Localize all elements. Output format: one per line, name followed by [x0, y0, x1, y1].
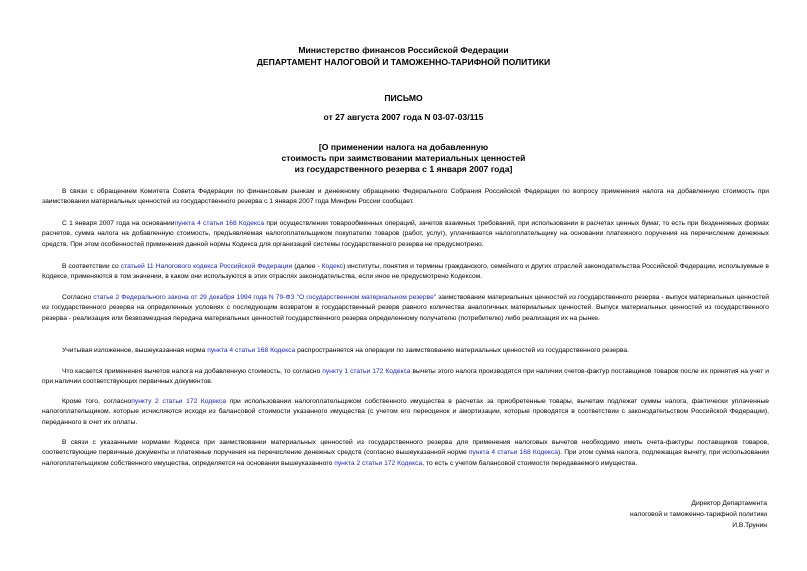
- subject-line-2: стоимость при заимствовании материальных ценностей: [281, 153, 526, 163]
- paragraph-8-text-a: В связи с указанными нормами Кодекса при заимствовании материальных ценностей из государственного резерва для применения налоговых вычетов необходимо иметь счета-фактуры поставщиков товаров, соответствующие первичные документы и платежные поручения на перечисление денежных средств (согласно вышеуказанной норме: [42, 439, 769, 457]
- paragraph-3: [42, 262, 769, 283]
- paragraph-8-text-b: ). При этом сумма налога, подлежащая вычету, при использовании налогоплательщиком собственного имущества, определяется на основании вышеуказанного: [42, 449, 770, 467]
- paragraph-6-text-b: вычеты этого налога производятся при наличии счетов-фактур поставщиков товаров после их принятия на учет и при наличии соответствующих первичных документов.: [42, 368, 769, 386]
- document-type: ПИСЬМО: [384, 93, 423, 103]
- paragraph-8-text-c: , то есть с учетом балансовой стоимости передаваемого имущества.: [422, 459, 638, 467]
- link-article-168-p4[interactable]: пункта 4 статьи 168 Кодекса: [174, 220, 265, 227]
- link-article-172-p2[interactable]: пункту 2 статьи 172 Кодекса: [131, 398, 227, 405]
- paragraph-3-text-b: (далее -: [292, 263, 322, 270]
- signature-title: Директор Департамента: [691, 500, 767, 507]
- paragraph-1-text: В связи с обращением Комитета Совета Федерации по финансовым рынкам и денежному обращению Федерального Собрания Российской Федерации по вопросу применения налога на добавленную стоимость при заимствовании материальных ценностей из государственного резерва с 1 января 2007 года Минфин России сообщает.: [42, 188, 769, 206]
- paragraph-2-text-b: при осуществлении товарообменных операций, зачетов взаимных требований, при использовании в расчетах ценных бумаг, то есть при безденежных формах расчетов, сумма налога на добавленную стоимость, предъявляемая налогоплательщиком покупателю товаров (работ, услуг), уплачивается налогоплательщику на основании платежного поручения на перечисление денежных средств. При этом особенностей применения данной нормы Кодекса для организаций системы государственного резерва не предусмотрено.: [42, 220, 770, 248]
- link-tax-code-article-11[interactable]: статьей 11 Налогового кодекса Российской Федерации: [120, 263, 293, 270]
- paragraph-5-text-a: Учитывая изложенное, вышеуказанная норма: [62, 347, 208, 354]
- paragraph-6: [42, 367, 769, 388]
- subject-line-3: из государственного резерва с 1 января 2007 года]: [294, 164, 513, 174]
- department-title: ДЕПАРТАМЕНТ НАЛОГОВОЙ И ТАМОЖЕННО-ТАРИФНОЙ ПОЛИТИКИ: [256, 57, 551, 67]
- signature-name: И.В.Трунин: [732, 522, 767, 529]
- paragraph-5: [42, 346, 769, 356]
- paragraph-1: [42, 187, 769, 208]
- paragraph-7: [42, 397, 769, 428]
- paragraph-4-text-b: заимствование материальных ценностей из государственного резерва - выпуск материальных ценностей из государственного резерва на определенных условиях с последующим возвратом в государственный резерв равного количества аналогичных материальных ценностей. Выпуск материальных ценностей из государственного резерва - реализация или безвозмездная передача материальных ценностей государственного резерва определенному получателю (потребителю) либо реализация их на рынке.: [42, 294, 769, 322]
- link-federal-law-79fz[interactable]: статье 2 Федерального закона от 29 декабря 1994 года N 79-ФЗ "О государственном материальном резерве": [93, 294, 437, 301]
- subject-line-1: [О применении налога на добавленную: [318, 142, 489, 152]
- link-code[interactable]: Кодекс: [321, 263, 344, 270]
- paragraph-3-text-a: В соответствии со: [62, 263, 121, 270]
- link-article-172-p1[interactable]: пункту 1 статьи 172 Кодекса: [322, 368, 411, 375]
- paragraph-5-text-b: распространяется на операции по заимствованию материальных ценностей из государственного резерва.: [295, 347, 629, 354]
- link-article-168-p4-c[interactable]: пункта 4 статьи 168 Кодекса: [468, 449, 558, 457]
- paragraph-4-text-a: Согласно: [62, 294, 94, 301]
- signature-department: налоговой и таможенно-тарифной политики: [630, 511, 767, 518]
- paragraph-2-text-a: С 1 января 2007 года на основании: [62, 220, 175, 227]
- paragraph-6-text-a: Что касается применения вычетов налога на добавленную стоимость, то согласно: [62, 368, 323, 375]
- paragraph-2: [42, 219, 769, 250]
- paragraph-4: [42, 293, 769, 324]
- link-article-168-p4-b[interactable]: пункта 4 статьи 168 Кодекса: [207, 347, 296, 354]
- ministry-title: Министерство финансов Российской Федерации: [298, 45, 509, 55]
- paragraph-7-text-b: при использовании налогоплательщиком собственного имущества в расчетах за приобретенные товары, вычетам подлежат суммы налога, фактически уплаченные налогоплательщиком, которые исчисляются исходя из балансовой стоимости указанного имущества (с учетом его переоценок и амортизации, которые проводятся в соответствии с законодательством Российской Федерации), переданного в счет их оплаты.: [42, 398, 770, 426]
- paragraph-3-text-c: ) институты, понятия и термины гражданского, семейного и других отраслей законодательства Российской Федерации, используемые в Кодексе, применяются в том значении, в каком они используются в этих отраслях законодательства, если иное не предусмотрено Кодексом.: [42, 263, 769, 281]
- paragraph-7-text-a: Кроме того, согласно: [62, 398, 132, 405]
- document-date: от 27 августа 2007 года N 03-07-03/115: [323, 112, 484, 122]
- link-article-172-p2-b[interactable]: пункта 2 статьи 172 Кодекса: [334, 459, 423, 467]
- paragraph-8: [42, 438, 769, 469]
